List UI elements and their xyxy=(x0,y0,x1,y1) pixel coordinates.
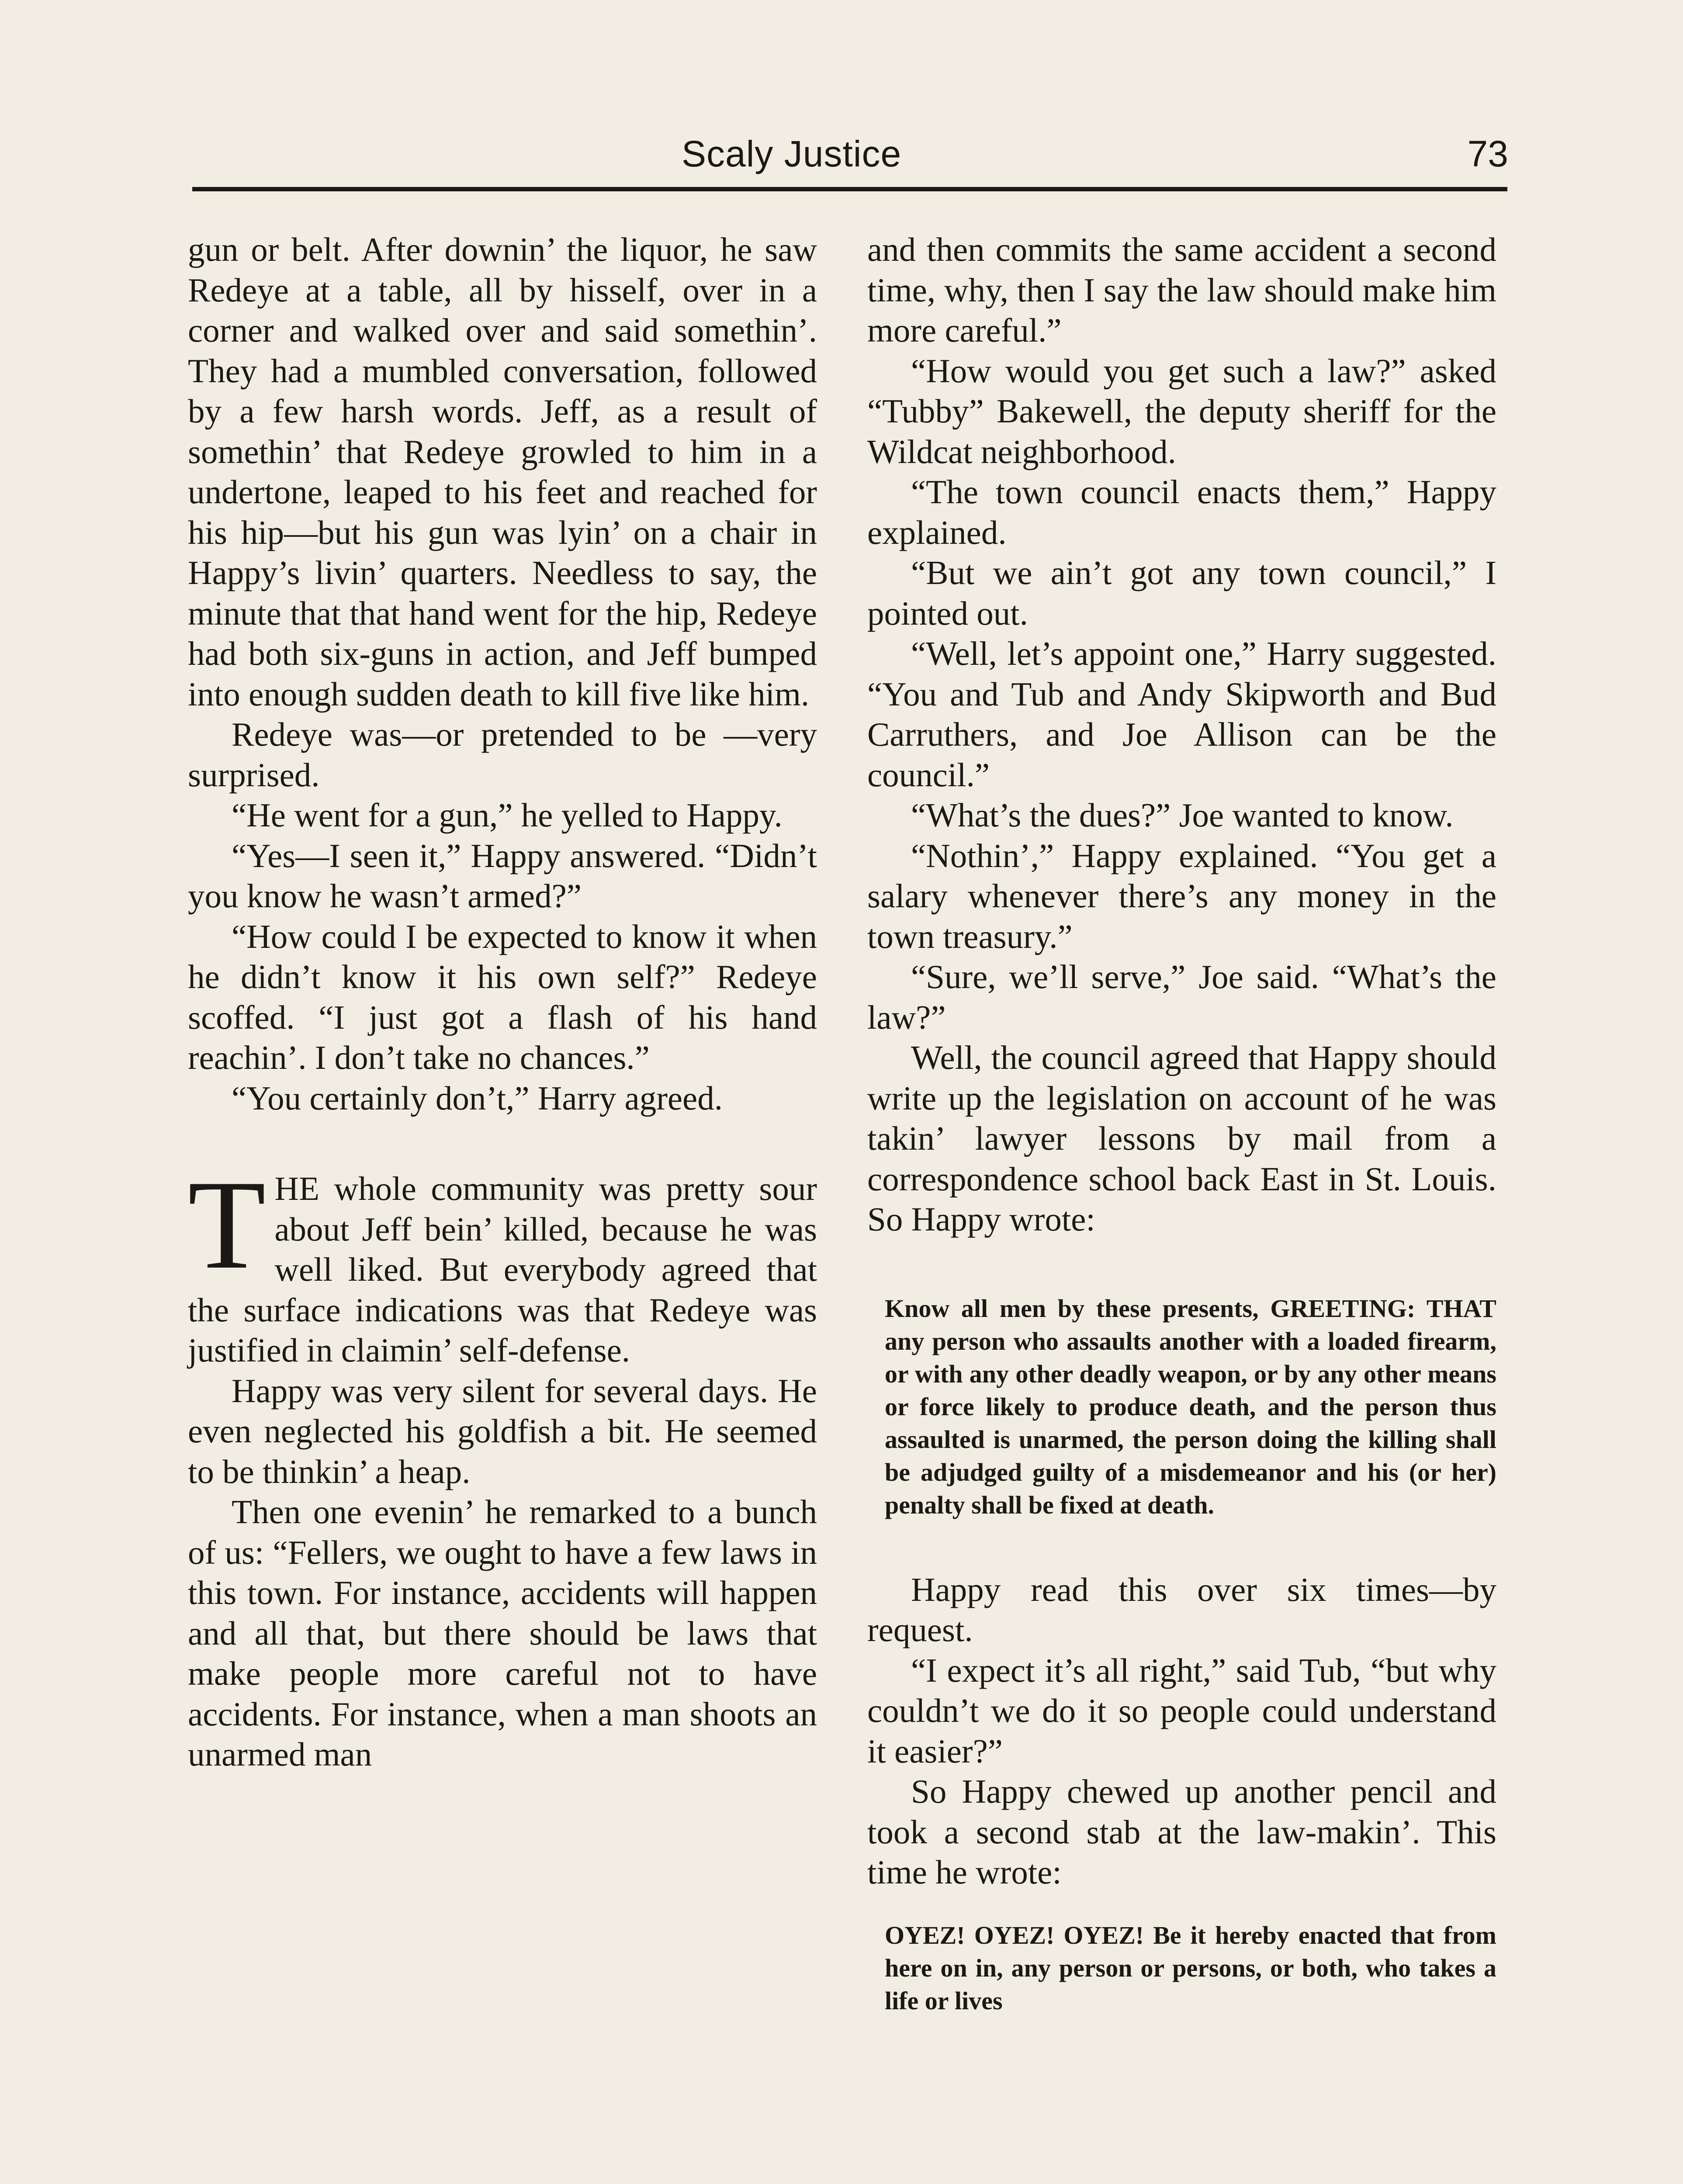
legal-text-first-law: Know all men by these presents, GREETING: THAT any person who assaults another with a loaded firearm, or with any other deadly weapon, or by any other means or force likely to produce death, and the person thus assaulted is unarmed, the person doing the killing shall be adjudged guilty of a misdemeanor and his (or her) penalty shall be fixed at death. xyxy=(885,1294,1496,1519)
paragraph: “How could I be expected to know it when he didn’t know it his own self?” Redeye scoffed. “I just got a flash of his hand reachin’. I don’t take no chances.” xyxy=(188,917,817,1076)
paragraph: Happy was very silent for several days. He even neglected his goldfish a bit. He seemed to be thinkin’ a heap. xyxy=(188,1372,817,1490)
left-column xyxy=(188,229,817,1775)
legal-text-second-law: OYEZ! OYEZ! OYEZ! Be it hereby enacted that from here on in, any person or persons, or both, who takes a life or lives xyxy=(885,1921,1496,2015)
paragraph: “I expect it’s all right,” said Tub, “but why couldn’t we do it so people could understand it easier?” xyxy=(867,1651,1496,1770)
paragraph: “The town council enacts them,” Happy explained. xyxy=(867,473,1496,551)
header-rule xyxy=(192,187,1507,191)
section-opening-paragraph xyxy=(188,1154,817,1371)
paragraph: “How would you get such a law?” asked “Tubby” Bakewell, the deputy sheriff for the Wildcat neighborhood. xyxy=(867,352,1496,470)
paragraph: Happy read this over six times—by request. xyxy=(867,1570,1496,1648)
drop-cap: T xyxy=(188,1154,266,1296)
paragraph: “But we ain’t got any town council,” I pointed out. xyxy=(867,554,1496,632)
paragraph: “Well, let’s appoint one,” Harry suggested. “You and Tub and Andy Skipworth and Bud Carruthers, and Joe Allison can be the council.” xyxy=(867,635,1496,794)
paragraph: and then commits the same accident a second time, why, then I say the law should make him more careful.” xyxy=(867,231,1496,349)
running-head-title: Scaly Justice xyxy=(682,133,902,174)
right-column xyxy=(867,229,1496,2017)
paragraph: Then one evenin’ he remarked to a bunch of us: “Fellers, we ought to have a few laws in this town. For instance, accidents will happen and all that, but there should be laws that make people more careful not to have accidents. For instance, when a man shoots an unarmed man xyxy=(188,1493,817,1773)
paragraph: “Yes—I seen it,” Happy answered. “Didn’t you know he wasn’t armed?” xyxy=(188,836,817,915)
paragraph: So Happy chewed up another pencil and took a second stab at the law-makin’. This time he wrote: xyxy=(867,1773,1496,1891)
paragraph: Well, the council agreed that Happy should write up the legislation on account of he was takin’ lawyer lessons by mail from a correspondence school back East in St. Louis. So Happy wrote: xyxy=(867,1039,1496,1238)
paragraph: “Nothin’,” Happy explained. “You get a salary whenever there’s any money in the town treasury.” xyxy=(867,836,1496,955)
section-opening-text: HE whole community was pretty sour about Jeff bein’ killed, because he was well liked. But everybody agreed that the surface indications was that Redeye was justified in claimin’ self-defense. xyxy=(188,1170,817,1369)
paragraph: gun or belt. After downin’ the liquor, he saw Redeye at a table, all by hisself, over in a corner and walked over and said somethin’. They had a mumbled conversation, followed by a few harsh words. Jeff, as a result of somethin’ that Redeye growled to him in a undertone, leaped to his feet and reached for his hip—but his gun was lyin’ on a chair in Happy’s livin’ quarters. Needless to say, the minute that that hand went for the hip, Redeye had both six-guns in action, and Jeff bumped into enough sudden death to kill five like him. xyxy=(188,231,817,713)
paragraph: “What’s the dues?” Joe wanted to know. xyxy=(911,796,1454,834)
paragraph: Redeye was—or pretended to be —very surprised. xyxy=(188,715,817,794)
paragraph: “He went for a gun,” he yelled to Happy. xyxy=(232,796,783,834)
paragraph: “You certainly don’t,” Harry agreed. xyxy=(232,1079,723,1117)
paragraph: “Sure, we’ll serve,” Joe said. “What’s the law?” xyxy=(867,958,1496,1036)
page-number: 73 xyxy=(1467,133,1508,174)
